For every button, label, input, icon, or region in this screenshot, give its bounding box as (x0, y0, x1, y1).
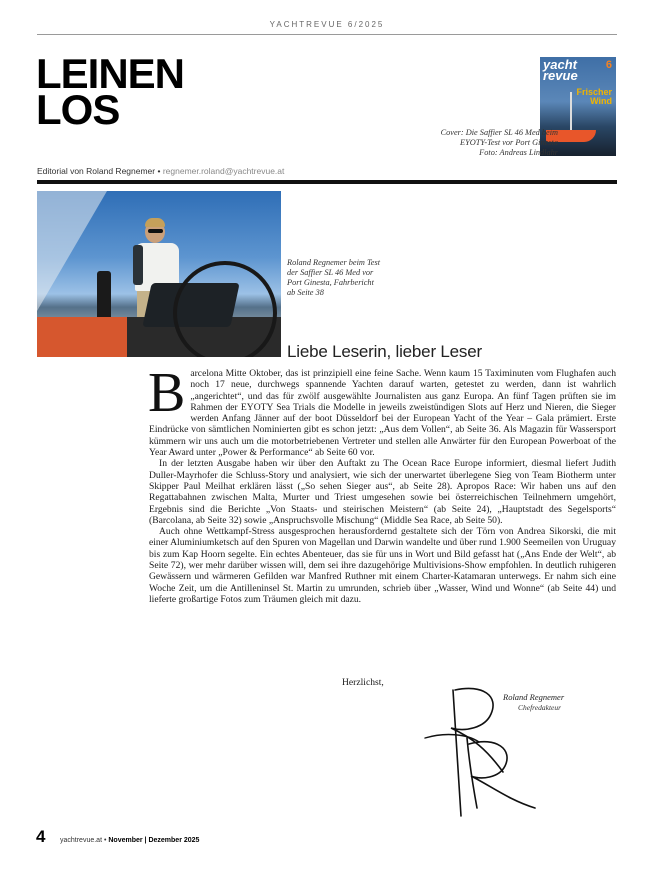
photo-steering-wheel (173, 261, 277, 357)
magazine-issue-header: YACHTREVUE 6/2025 (269, 20, 385, 29)
letter-paragraph-3: Auch ohne Wettkampf-Stress ausgesprochen herausfordernd gestaltete sich der Törn von Andrea Sikorski, die mit einer Aluminiumketsch auf den Spuren von Magellan und Darwin wandelte und über rund 1.900 Seemeilen von Uruguay bis zum Kap Hoorn segelte. Ein echtes Abenteuer, das sie für uns in Wort und Bild gefasst hat („Ans Ende der Welt“, ab Seite 72), wer mehr darüber wissen will, dem sei ihre dazugehörige Multivisions-Show empfohlen. In deutlich ruhigeren Gewässern und wärmeren Gefilden war Manfred Ruthner mit einem Charter-Katamaran unterwegs. Er nahm sich eine Woche Zeit, um die Antilleninsel St. Martin zu umrunden, schrieb über „Wasser, Wind und Wonne“ (ab Seite 44) und lieferte großartige Fotos zum Träumen gleich mit dazu. (149, 526, 616, 605)
header-divider (37, 34, 617, 35)
cover-caption-line-1: Cover: Die Saffier SL 46 Med beim (440, 128, 558, 137)
page-number: 4 (36, 827, 46, 846)
letter-body (148, 362, 616, 605)
cover-headline (576, 88, 612, 106)
drop-cap: B (148, 362, 186, 424)
signature-name: Roland Regnemer (503, 692, 565, 702)
cover-caption-line-2: EYOTY-Test vor Port Ginesta (460, 138, 558, 147)
title-line-2: LOS (36, 86, 120, 133)
author-email-link[interactable]: regnemer.roland@yachtrevue.at (162, 166, 285, 176)
photo-person-hair (145, 218, 165, 227)
photo-caption-line-2: der Saffier SL 46 Med vor (287, 268, 374, 277)
footer-issue-date: November | Dezember 2025 (108, 837, 200, 844)
byline-separator: • (155, 166, 163, 176)
letter-paragraph-2: In der letzten Ausgabe haben wir über den Auftakt zu The Ocean Race Europe informiert, diesmal liefert Judith Duller-Mayrhofer die Schluss-Story und analysiert, wie sich der unerwartet überlegene Sieg von Team Biotherm unter Skipper Paul Meilhat erklären lässt („So sehen Sieger aus“, ab Seite 28). Apropos Race: Wir haben uns auf den Regattabahnen zwischen Malta, Murter und Triest umgesehen sowie bei österreichischen Teilnehmern umgehört, Ergebnis sind die Berichte „Von Staats- und steirischen Meistern“ (ab Seite 24), „Hauptstadt des Segelsports“ (Barcolana, ab Seite 32) sowie „Anspruchsvolle Mischung“ (Middle Sea Race, ab Seite 50). (149, 458, 616, 526)
letter-heading: Liebe Leserin, lieber Leser (287, 342, 482, 361)
footer-separator: • (102, 837, 109, 844)
cover-caption (338, 128, 558, 158)
title-line-1: LEINEN (36, 50, 185, 97)
paragraph-1-text: arcelona Mitte Oktober, das ist prinzipiell eine feine Sache. Wenn kaum 15 Taximinuten vom Flughafen auch noch 17 neue, durchwegs spannende Yachten darauf warten, getestet zu werden, dann ist wahrlich „angerichtet“, und das für zwölf ausgewählte Journalisten aus ganz Europa. An fünf Tagen prüften sie im Rahmen der EYOTY Sea Trials die Modelle in jeweils zweistündigen Slots auf Herz und Nieren, die Sieger werden Anfang Jänner auf der boot Düsseldorf bei der European Yacht of the Year – Gala prämiert. Erste Eindrücke von sämtlichen Nominierten gibt es schon jetzt: „Aus dem Vollen“, ab Seite 36. Als Magazin für Wassersport kümmern wir uns auch um die motorbetriebenen Vertreter und stellen alle Anwärter für den European Powerboat of the Year Award unter „Power & Performance“ ab Seite 60 vor. (149, 368, 616, 459)
byline-author: Editorial von Roland Regnemer (37, 166, 156, 176)
page-title (36, 50, 185, 133)
photo-caption-line-4: ab Seite 38 (287, 288, 324, 297)
cover-logo-line-2: revue (543, 68, 578, 83)
letter-paragraph-1 (148, 362, 616, 459)
signature-title: Chefredakteur (518, 703, 562, 712)
cover-logo-line-1: yacht (543, 57, 577, 72)
editorial-byline (37, 166, 284, 176)
editor-photo (37, 191, 281, 357)
footer-site-link[interactable]: yachtrevue.at (60, 837, 103, 844)
photo-person-vest (133, 245, 143, 285)
cover-logo (543, 59, 578, 81)
closing-greeting: Herzlichst, (342, 677, 384, 688)
cover-headline-line-1: Frischer (576, 87, 612, 97)
photo-caption-line-1: Roland Regnemer beim Test (287, 258, 381, 267)
footer-info (60, 837, 199, 844)
cover-issue-number: 6 (605, 59, 612, 71)
cover-headline-line-2: Wind (590, 96, 612, 106)
section-divider (37, 180, 617, 184)
photo-sunglasses (148, 229, 163, 233)
cover-caption-line-3: Foto: Andreas Lindlahr (479, 148, 558, 157)
cover-boat-mast (570, 92, 572, 132)
photo-caption (287, 258, 397, 298)
photo-caption-line-3: Port Ginesta, Fahrbericht (287, 278, 374, 287)
